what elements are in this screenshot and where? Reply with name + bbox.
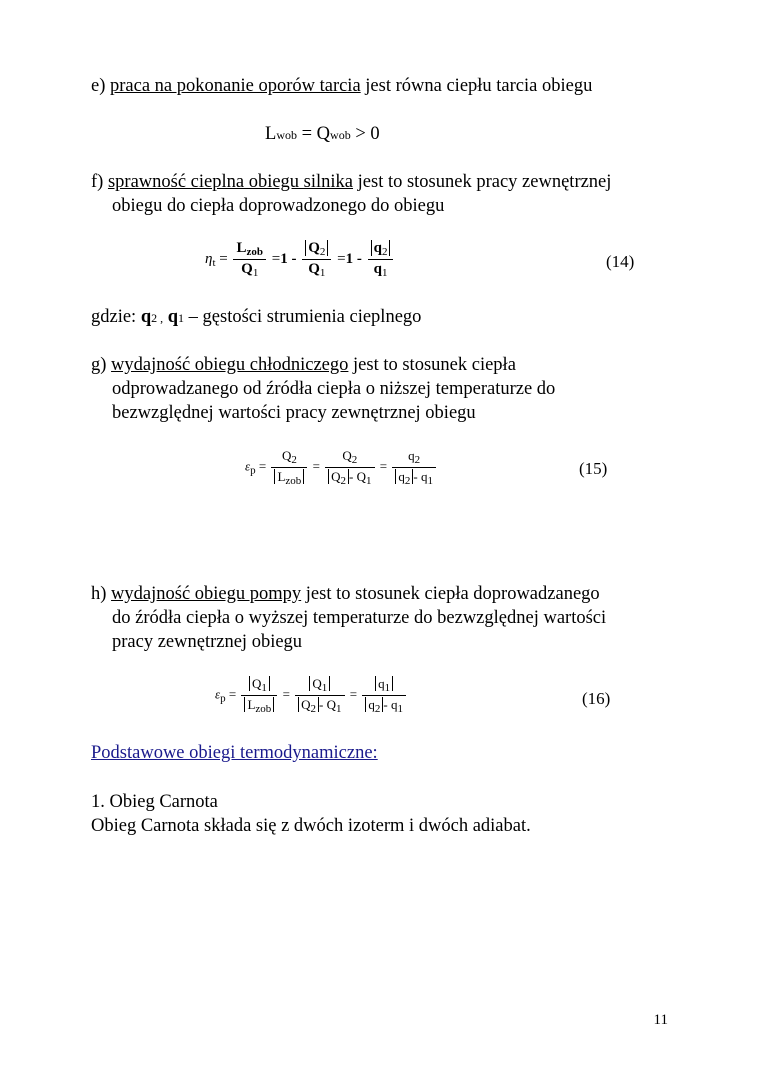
page-number: 11 <box>653 1012 668 1028</box>
formula-14: $\eta_t$ = $\frac{L_{zob}}{Q_1}$ =1 - $\frac{Q_2}{Q_1}$ =1 - $\frac{q_2}{q_1}$ <box>205 240 395 279</box>
one-minus-1: 1 - <box>280 250 297 267</box>
section-heading: Podstawowe obiegi termodynamiczne: <box>91 743 378 763</box>
f16b-num-sub: 1 <box>321 682 328 694</box>
f16b-den1: Q <box>301 697 311 712</box>
where-q2: q <box>140 307 152 327</box>
f15b-den2-sub: 1 <box>366 475 372 487</box>
item-g-term: wydajność obiegu chłodniczego <box>111 355 349 375</box>
f16b-den2-sub: 1 <box>336 703 342 715</box>
where-line <box>91 305 421 330</box>
f16a-den-sub: zob <box>255 703 272 715</box>
fraction-16a <box>241 676 277 715</box>
where-q1-sub: 1 <box>178 311 185 325</box>
item-g-line3: bezwzględnej wartości pracy zewnętrznej obiegu <box>112 403 476 423</box>
eta-sub: t <box>212 256 216 269</box>
item-g-label: g) <box>91 355 107 375</box>
item-e-term: praca na pokonanie oporów tarcia <box>110 76 361 96</box>
f15a-den-sub: zob <box>285 475 302 487</box>
item-h-line3: pracy zewnętrznej obiegu <box>112 632 303 652</box>
f15a-num-sub: 2 <box>291 454 297 466</box>
f15c-den2: - q <box>413 469 428 484</box>
fraction-16c <box>362 676 406 715</box>
f16b-den1-sub: 2 <box>310 703 317 715</box>
item-f <box>91 170 611 194</box>
f16c-den1: q <box>368 697 375 712</box>
frac1-num-sub: zob <box>246 246 263 258</box>
f16a-den: L <box>247 697 256 712</box>
frac3-den: q <box>373 261 382 277</box>
f15c-num: q <box>408 448 415 463</box>
fraction-q2-q1-lower <box>368 240 394 279</box>
fraction-15a <box>271 448 307 487</box>
equation-number-14: (14) <box>606 252 635 271</box>
f16c-den2-sub: 1 <box>397 703 403 715</box>
epsilon-symbol-16: ε <box>215 686 221 702</box>
f15a-num: Q <box>281 448 292 463</box>
where-prefix: gdzie: <box>91 307 141 327</box>
f15b-num: Q <box>342 448 352 463</box>
item-e <box>91 74 592 98</box>
frac1-den: Q <box>241 261 253 277</box>
frac3-den-sub: 1 <box>381 267 388 279</box>
formula-lwob-L-sub: wob <box>276 128 297 142</box>
item-h-term: wydajność obiegu pompy <box>111 584 302 604</box>
frac2-den: Q <box>308 261 320 277</box>
epsilon-sub-16: p <box>220 692 226 705</box>
f15b-num-sub: 2 <box>351 454 358 466</box>
f16c-den2: - q <box>383 697 398 712</box>
frac2-den-sub: 1 <box>319 267 326 279</box>
where-q1: q <box>163 307 179 327</box>
fraction-16b <box>295 676 344 715</box>
epsilon-sub-15: p <box>250 464 256 477</box>
frac2-num: Q <box>308 240 320 256</box>
item-f-line2: obiegu do ciepła doprowadzonego do obiegu <box>112 196 445 216</box>
f16c-den1-sub: 2 <box>374 703 381 715</box>
f15b-den1: Q <box>331 469 341 484</box>
item-f-label: f) <box>91 172 104 192</box>
item-g-line2: odprowadzanego od źródła ciepła o niższej temperaturze do <box>112 379 556 399</box>
where-text: – gęstości strumienia cieplnego <box>184 307 422 327</box>
item-g-text: jest to stosunek ciepła <box>353 355 516 375</box>
f15b-den1-sub: 2 <box>340 475 347 487</box>
frac3-num: q <box>373 240 382 256</box>
formula-lwob-eq: = Q <box>301 124 331 144</box>
frac1-num: L <box>236 240 247 256</box>
item-e-text: jest równa ciepłu tarcia obiegu <box>365 76 593 96</box>
item-h-label: h) <box>91 584 107 604</box>
fraction-lzob-q1 <box>233 240 266 279</box>
frac1-den-sub: 1 <box>252 267 259 279</box>
carnot-text: Obieg Carnota składa się z dwóch izoterm i dwóch adiabat. <box>91 816 531 836</box>
epsilon-symbol-15: ε <box>245 458 251 474</box>
f16a-num: Q <box>251 676 262 691</box>
formula-lwob-tail: > 0 <box>355 124 380 144</box>
frac2-num-sub: 2 <box>319 246 326 258</box>
f15c-num-sub: 2 <box>414 454 421 466</box>
carnot-title: 1. Obieg Carnota <box>91 792 218 812</box>
item-f-text: jest to stosunek pracy zewnętrznej <box>357 172 612 192</box>
fraction-15c <box>392 448 436 487</box>
f16b-den2: - Q <box>319 697 337 712</box>
f16b-num: Q <box>312 676 322 691</box>
formula-lwob-Q-sub: wob <box>330 128 351 142</box>
f16a-num-sub: 1 <box>261 682 267 694</box>
item-h-line2: do źródła ciepła o wyższej temperaturze do bezwzględnej wartości <box>112 608 607 628</box>
formula-lwob-L: L <box>265 124 277 144</box>
item-g <box>91 353 516 377</box>
item-f-term: sprawność cieplna obiegu silnika <box>107 172 354 192</box>
f16c-num-sub: 1 <box>384 682 391 694</box>
f16c-num: q <box>378 676 385 691</box>
one-minus-2: 1 - <box>345 250 362 267</box>
eta-symbol: η <box>205 250 213 267</box>
item-h <box>91 582 600 606</box>
formula-lwob <box>265 122 380 147</box>
fraction-15b <box>325 448 374 487</box>
f15b-den2: - Q <box>349 469 367 484</box>
f15c-den1: q <box>398 469 405 484</box>
equation-number-16: (16) <box>582 689 611 708</box>
formula-15: $\varepsilon_p$ = $\frac{Q_2}{L_{zob}}$ = $\frac{Q_2}{Q_2 - Q_1}$ = $\frac{q_2}{q_2 - q_1}$ <box>245 448 438 487</box>
formula-16: $\varepsilon_p$ = $\frac{Q_1}{L_{zob}}$ = $\frac{Q_1}{Q_2 - Q_1}$ = $\frac{q_1}{q_2 - q_1}$ <box>215 676 408 715</box>
item-h-text: jest to stosunek ciepła doprowadzanego <box>305 584 600 604</box>
f15a-den: L <box>277 469 286 484</box>
f15c-den1-sub: 2 <box>404 475 411 487</box>
fraction-q2-q1 <box>302 240 331 279</box>
equation-number-15: (15) <box>579 459 608 478</box>
item-e-label: e) <box>91 76 106 96</box>
f15c-den2-sub: 1 <box>427 475 433 487</box>
frac3-num-sub: 2 <box>381 246 388 258</box>
where-q2-sub: 2 , <box>151 311 164 325</box>
